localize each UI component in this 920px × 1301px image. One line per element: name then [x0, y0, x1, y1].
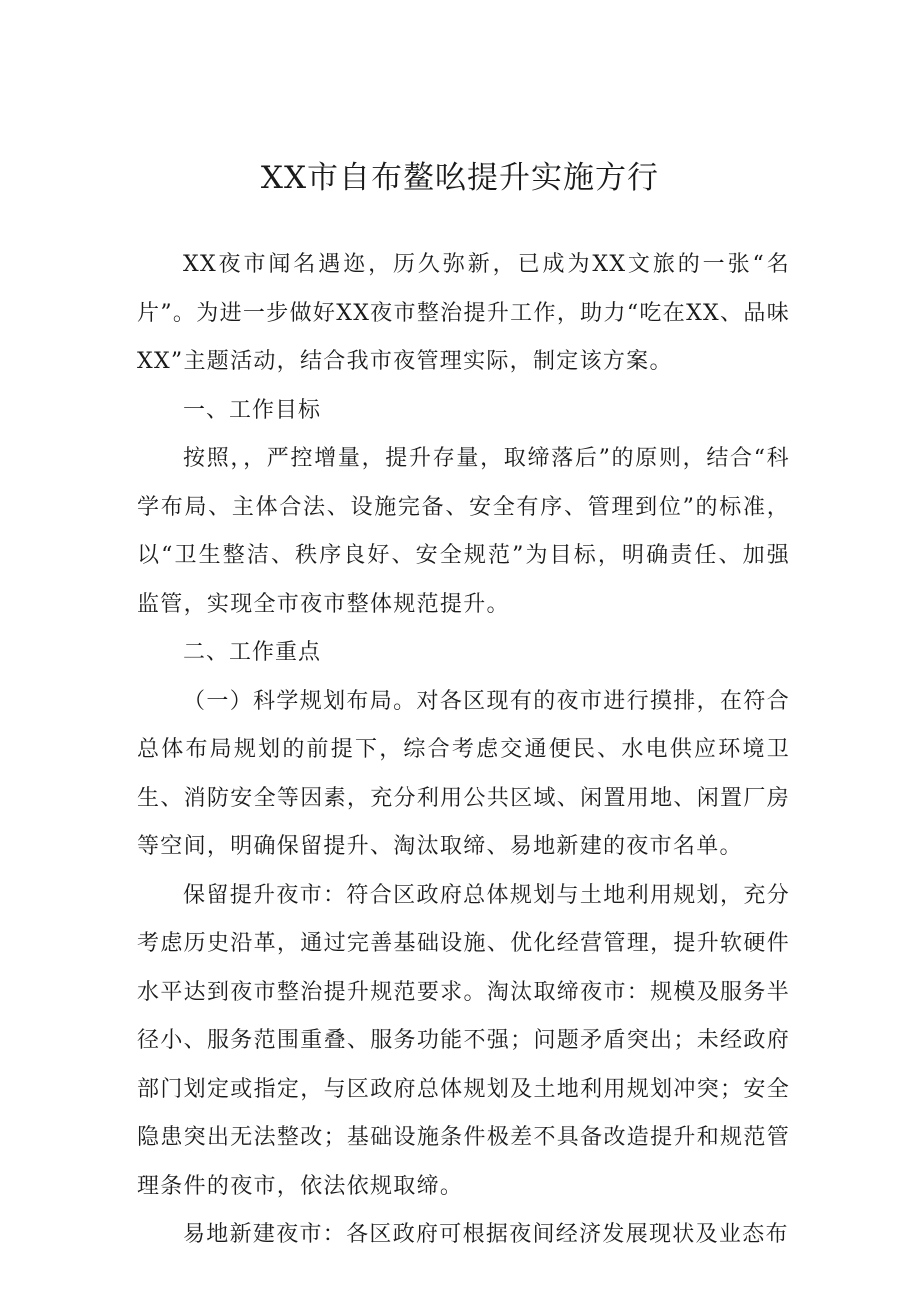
section-heading-focus: 二、工作重点	[183, 640, 322, 665]
document-body	[137, 241, 790, 1260]
section-heading-goals: 一、工作目标	[183, 397, 322, 423]
focus-item-1-paragraph: （一）科学规划布局。对各区现有的夜市进行摸排，在符合总体布局规划的前提下，综合考虑交通便民、水电供应环境卫生、消防安全等因素，充分利用公共区域、闲置用地、闲置厂房等空间，明确保留提升、淘汰取缔、易地新建的夜市名单。	[137, 688, 790, 859]
goals-paragraph: 按照，，严控增量，提升存量，取缔落后”的原则，结合“科学布局、主体合法、设施完备、安全有序、管理到位”的标准，以“卫生整洁、秩序良好、安全规范”为目标，明确责任、加强监管，实现全市夜市整体规范提升。	[137, 446, 790, 617]
intro-paragraph: XX夜市闻名遇迩，历久弥新，已成为XX文旅的一张“名片”。为进一步做好XX夜市整治提升工作，助力“吃在XX、品味XX”主题活动，结合我市夜管理实际，制定该方案。	[137, 252, 790, 374]
document-title: XX市自布鳌吆提升实施方行	[260, 160, 660, 196]
relocate-new-paragraph: 易地新建夜市：各区政府可根据夜间经济发展现状及业态布	[183, 1222, 789, 1247]
retain-upgrade-paragraph: 保留提升夜市：符合区政府总体规划与土地利用规划，充分考虑历史沿革，通过完善基础设施、优化经营管理，提升软硬件水平达到夜市整治提升规范要求。淘汰取缔夜市：规模及服务半径小、服务范围重叠、服务功能不强；问题矛盾突出；未经政府部门划定或指定，与区政府总体规划及土地利用规划冲突；安全隐患突出无法整改；基础设施条件极差不具备改造提升和规范管理条件的夜市，依法依规取缔。	[137, 882, 790, 1199]
